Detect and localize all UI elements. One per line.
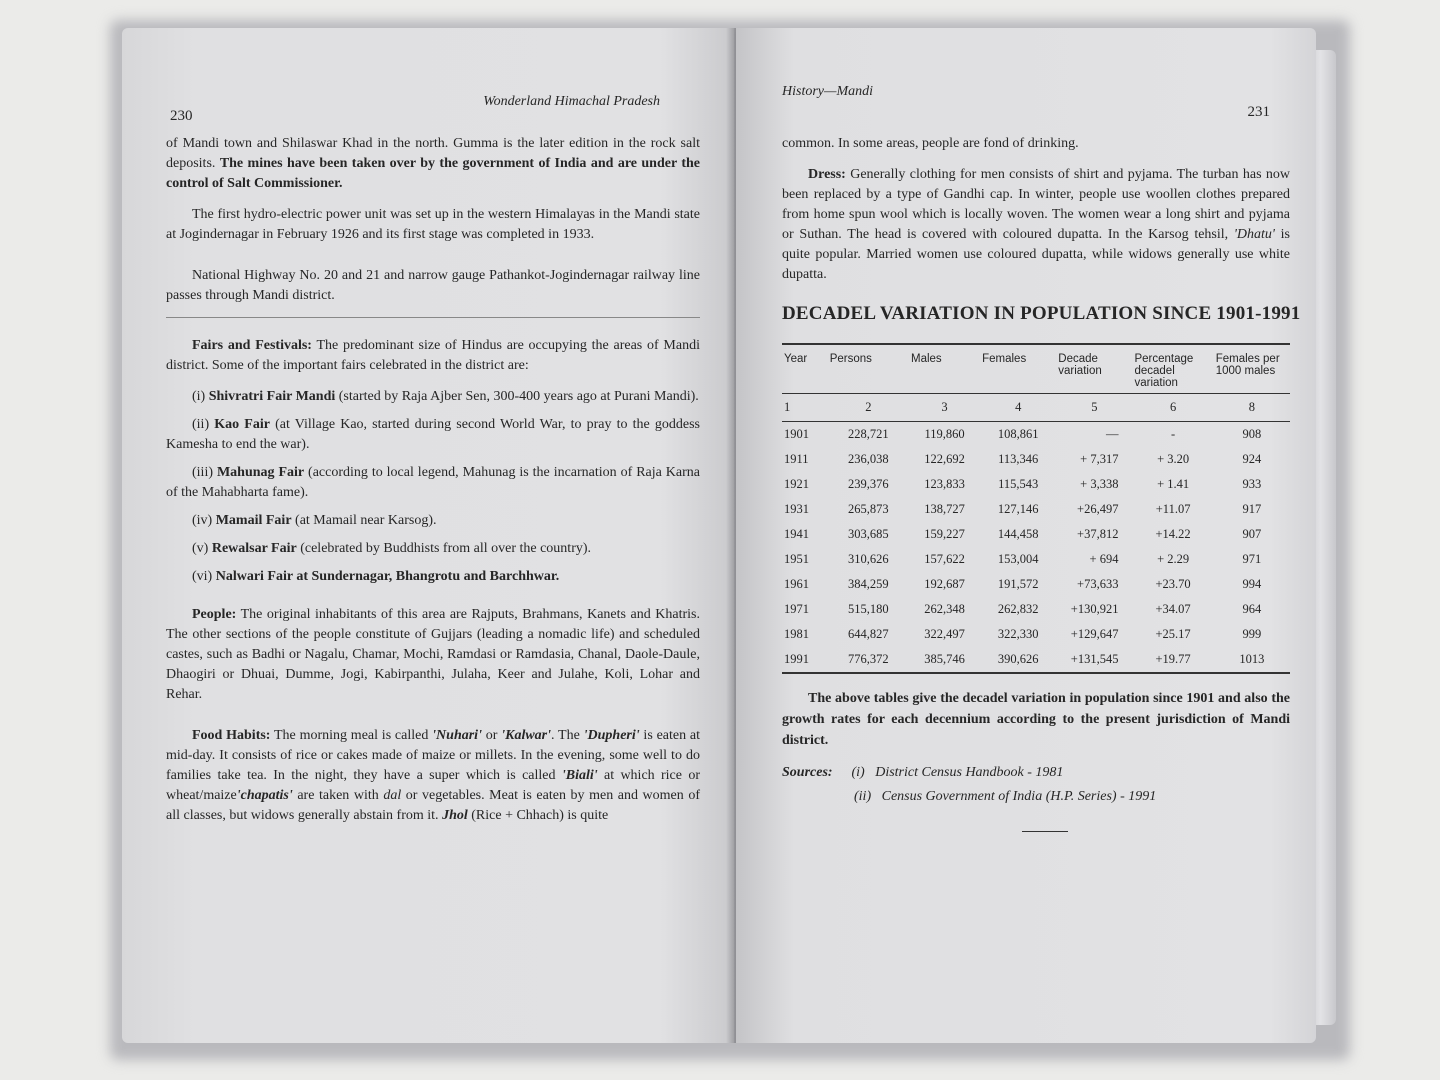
- table-cell: 119,860: [924, 427, 965, 441]
- term: dal: [383, 788, 402, 803]
- table-cell: +129,647: [1070, 627, 1119, 641]
- table-cell: 1911: [784, 452, 809, 466]
- table-row: [782, 522, 1290, 547]
- list-marker: (iii): [192, 465, 217, 480]
- table-cell: +23.70: [1155, 577, 1191, 591]
- list-item-fair: [166, 511, 700, 531]
- source-item: [782, 789, 1290, 805]
- table-cell: +37,812: [1077, 527, 1119, 541]
- text: The predominant size of Hindus are occupying the areas of Mandi district. Some of the important fairs celebrated in the district are:: [166, 338, 700, 373]
- source-text: Census Government of India (H.P. Series) - 1991: [881, 789, 1157, 804]
- running-head-title: Wonderland Himachal Pradesh: [483, 94, 660, 109]
- table-cell: 385,746: [924, 652, 965, 666]
- table-cell: 971: [1242, 552, 1262, 566]
- table-cell: 127,146: [997, 502, 1039, 516]
- table-cell: + 3,338: [1080, 477, 1119, 491]
- paragraph-salt-mines: [166, 134, 700, 194]
- fair-desc: (at Mamail near Karsog).: [291, 513, 437, 528]
- table-cell: 776,372: [848, 652, 889, 666]
- term: 'Nuhari': [432, 728, 482, 743]
- term: 'Dhatu': [1233, 227, 1275, 242]
- fair-desc: (started by Raja Ajber Sen, 300-400 years ago at Purani Mandi).: [335, 389, 699, 404]
- term: 'Biali': [561, 768, 598, 783]
- table-cell: + 7,317: [1080, 452, 1119, 466]
- sources-label: Sources:: [782, 765, 833, 780]
- table-cell: 999: [1242, 627, 1262, 641]
- paragraph-fairs: [166, 336, 700, 376]
- list-marker: (i): [192, 389, 209, 404]
- fair-name: Nalwari Fair at Sundernagar, Bhangrotu and Barchhwar.: [215, 569, 560, 584]
- col-number: 5: [1056, 394, 1132, 422]
- table-cell: 1971: [784, 602, 809, 616]
- left-page: [122, 28, 734, 1043]
- source-item: [782, 765, 1290, 781]
- table-cell: 933: [1242, 477, 1262, 491]
- fair-name: Shivratri Fair Mandi: [208, 389, 336, 404]
- table-cell: 144,458: [997, 527, 1039, 541]
- table-cell: +130,921: [1070, 602, 1119, 616]
- table-cell: 1941: [784, 527, 809, 541]
- text: or vegetables. Meat is eaten by men and women of all classes, but widows generally abstain from it.: [166, 788, 700, 823]
- text: (Rice + Chhach) is quite: [467, 808, 609, 823]
- text: . The: [551, 728, 584, 743]
- table-cell: 113,346: [998, 452, 1039, 466]
- page-number: 231: [1247, 104, 1270, 120]
- fair-desc: (according to local legend, Mahunag is the incarnation of Raja Karna of the Mahabharta fame).: [166, 465, 700, 500]
- table-cell: 515,180: [848, 602, 889, 616]
- table-cell: +26,497: [1077, 502, 1119, 516]
- table-header-row: [782, 344, 1290, 394]
- section-heading: Dress:: [808, 167, 846, 182]
- term: 'Dupheri': [583, 728, 640, 743]
- list-item-fair: [166, 463, 700, 503]
- paragraph-food-habits: [166, 726, 700, 826]
- fair-name: Mahunag Fair: [216, 465, 305, 480]
- table-cell: 228,721: [848, 427, 889, 441]
- table-cell: 122,692: [924, 452, 965, 466]
- table-cell: 1931: [784, 502, 809, 516]
- table-cell: 384,259: [848, 577, 889, 591]
- col-number: 4: [980, 394, 1056, 422]
- table-cell: 310,626: [848, 552, 889, 566]
- sources-block: [782, 765, 1290, 805]
- table-cell: 322,330: [997, 627, 1039, 641]
- table-cell: 1961: [784, 577, 809, 591]
- term: 'Kalwar': [501, 728, 552, 743]
- col-header: Percentage decadel variation: [1134, 353, 1194, 389]
- table-cell: 390,626: [997, 652, 1039, 666]
- text: is quite popular. Married women use coloured dupatta, while widows generally use white dupatta.: [782, 227, 1290, 282]
- column-number-row: [782, 394, 1290, 422]
- table-note: The above tables give the decadel variation in population since 1901 and also the growth rates for each decennium according to the present jurisdiction of Mandi district.: [782, 691, 1290, 748]
- table-cell: 1921: [784, 477, 809, 491]
- source-marker: (i): [851, 765, 865, 780]
- table-cell: 907: [1242, 527, 1262, 541]
- section-heading: People:: [192, 607, 237, 622]
- table-row: [782, 572, 1290, 597]
- text: The original inhabitants of this area are Rajputs, Brahmans, Kanets and Khatris. The other sections of the people constitute of Gujjars (leading a nomadic life) and scheduled castes, such as Badhi or Nagalu, Chamar, Mochi, Ramdasi or Ramdasia, Chanal, Daole-Daule, Dhaogiri or Dhuai, Dumme, Jogi, Kabirpanthi, Julaha, Keer and Julahe, Koli, Lohar and Rehar.: [166, 607, 700, 702]
- section-heading: Food Habits:: [192, 728, 271, 743]
- fair-name: Rewalsar Fair: [211, 541, 297, 556]
- table-row: [782, 622, 1290, 647]
- table-row: [782, 422, 1290, 448]
- table-cell: 191,572: [997, 577, 1039, 591]
- left-running-header: [166, 94, 700, 134]
- text: is eaten at mid-day. It consists of rice or cakes made of maize or millets. In the evening, some well to do families take tea. In the night, they have a super which is called: [166, 728, 700, 783]
- list-marker: (ii): [192, 417, 215, 432]
- table-cell: 994: [1242, 577, 1262, 591]
- fair-desc: (at Village Kao, started during second World War, to pray to the goddess Kamesha to end the war).: [166, 417, 701, 452]
- col-number: 1: [782, 394, 828, 422]
- table-cell: 1901: [784, 427, 809, 441]
- table-cell: 115,543: [998, 477, 1039, 491]
- table-cell: +11.07: [1155, 502, 1191, 516]
- table-cell: —: [1105, 427, 1119, 441]
- table-cell: 157,622: [924, 552, 965, 566]
- paragraph-highway: National Highway No. 20 and 21 and narrow gauge Pathankot-Jogindernagar railway line passes through Mandi district.: [166, 268, 700, 303]
- bold-text: The mines have been taken over by the government of India and are under the control of Salt Commissioner.: [166, 156, 701, 191]
- table-row: [782, 472, 1290, 497]
- end-rule: [1022, 831, 1068, 832]
- list-marker: (v): [192, 541, 212, 556]
- table-cell: 924: [1242, 452, 1262, 466]
- table-cell: +25.17: [1155, 627, 1191, 641]
- table-cell: 236,038: [848, 452, 889, 466]
- paragraph-hydro: The first hydro-electric power unit was set up in the western Himalayas in the Mandi state at Jogindernagar in February 1926 and its first stage was completed in 1933.: [166, 207, 700, 242]
- col-number: 2: [828, 394, 909, 422]
- table-cell: +14.22: [1155, 527, 1191, 541]
- table-cell: +34.07: [1155, 602, 1191, 616]
- table-cell: 917: [1242, 502, 1262, 516]
- table-cell: +131,545: [1070, 652, 1119, 666]
- source-marker: (ii): [854, 789, 872, 804]
- table-row: [782, 597, 1290, 622]
- table-cell: 964: [1242, 602, 1262, 616]
- table-row: [782, 547, 1290, 572]
- col-header: Persons: [829, 353, 872, 365]
- table-cell: 192,687: [924, 577, 965, 591]
- section-heading: Fairs and Festivals:: [192, 338, 312, 353]
- table-cell: 159,227: [924, 527, 965, 541]
- fair-name: Kao Fair: [214, 417, 270, 432]
- table-cell: 265,873: [848, 502, 889, 516]
- table-row: [782, 647, 1290, 673]
- table-cell: 322,497: [924, 627, 965, 641]
- term: Jhol: [442, 808, 468, 823]
- fair-name: Mamail Fair: [215, 513, 292, 528]
- text: The morning meal is called: [270, 728, 433, 743]
- table-cell: + 2.29: [1157, 552, 1190, 566]
- paragraph-drinking: common. In some areas, people are fond of drinking.: [782, 136, 1079, 151]
- table-title: DECADEL VARIATION IN POPULATION SINCE 1901-1991: [782, 303, 1301, 324]
- col-number: 8: [1214, 394, 1290, 422]
- table-row: [782, 447, 1290, 472]
- table-cell: 1991: [784, 652, 809, 666]
- term: 'chapatis': [236, 788, 293, 803]
- table-cell: 303,685: [848, 527, 889, 541]
- table-cell: 138,727: [924, 502, 965, 516]
- table-cell: +73,633: [1077, 577, 1119, 591]
- col-header: Year: [784, 353, 808, 365]
- list-item-fair: [166, 567, 700, 587]
- col-header: Decade variation: [1058, 353, 1102, 377]
- right-page: [736, 28, 1316, 1043]
- col-number: 6: [1132, 394, 1213, 422]
- col-header: Males: [910, 353, 942, 365]
- table-cell: +19.77: [1155, 652, 1191, 666]
- fair-desc: (celebrated by Buddhists from all over the country).: [296, 541, 592, 556]
- list-item-fair: [166, 539, 700, 559]
- table-cell: + 3.20: [1157, 452, 1190, 466]
- table-cell: 644,827: [848, 627, 889, 641]
- right-running-header: [782, 84, 1290, 134]
- list-item-fair: [166, 387, 700, 407]
- table-cell: + 694: [1089, 552, 1119, 566]
- list-item-fair: [166, 415, 700, 455]
- table-cell: + 1.41: [1157, 477, 1190, 491]
- text: of Mandi town and Shilaswar Khad in the north. Gumma is the later edition in the rock salt deposits.: [166, 136, 700, 171]
- table-body: [782, 422, 1290, 674]
- table-cell: 262,832: [997, 602, 1039, 616]
- paragraph-people: [166, 605, 700, 705]
- col-header: Females per 1000 males: [1215, 353, 1280, 377]
- source-text: District Census Handbook - 1981: [875, 765, 1064, 780]
- col-header: Females: [982, 353, 1027, 365]
- table-cell: 108,861: [997, 427, 1039, 441]
- table-cell: 1951: [784, 552, 809, 566]
- table-cell: 1013: [1239, 652, 1265, 666]
- table-cell: 1981: [784, 627, 809, 641]
- text: are taken with: [292, 788, 384, 803]
- table-cell: 262,348: [924, 602, 965, 616]
- table-cell: 239,376: [848, 477, 889, 491]
- list-marker: (iv): [192, 513, 216, 528]
- text: at which rice or wheat/maize: [166, 768, 700, 803]
- table-cell: 153,004: [997, 552, 1039, 566]
- table-cell: 908: [1242, 427, 1262, 441]
- table-row: [782, 497, 1290, 522]
- col-number: 3: [909, 394, 980, 422]
- population-table: [782, 343, 1290, 674]
- table-cell: 123,833: [924, 477, 965, 491]
- running-head-title: History—Mandi: [782, 84, 873, 99]
- list-marker: (vi): [192, 569, 216, 584]
- paragraph-dress: [782, 165, 1290, 285]
- text: or: [481, 728, 502, 743]
- divider: [166, 317, 700, 318]
- text: Generally clothing for men consists of shirt and pyjama. The turban has now been replaced by a type of Gandhi cap. In winter, people use woollen clothes prepared from home spun wool which is locally woven. The women wear a long shirt and pyjama or Suthan. The head is covered with coloured dupatta. In the Karsog tehsil,: [782, 167, 1290, 242]
- table-cell: -: [1171, 427, 1176, 441]
- page-number: 230: [170, 108, 193, 124]
